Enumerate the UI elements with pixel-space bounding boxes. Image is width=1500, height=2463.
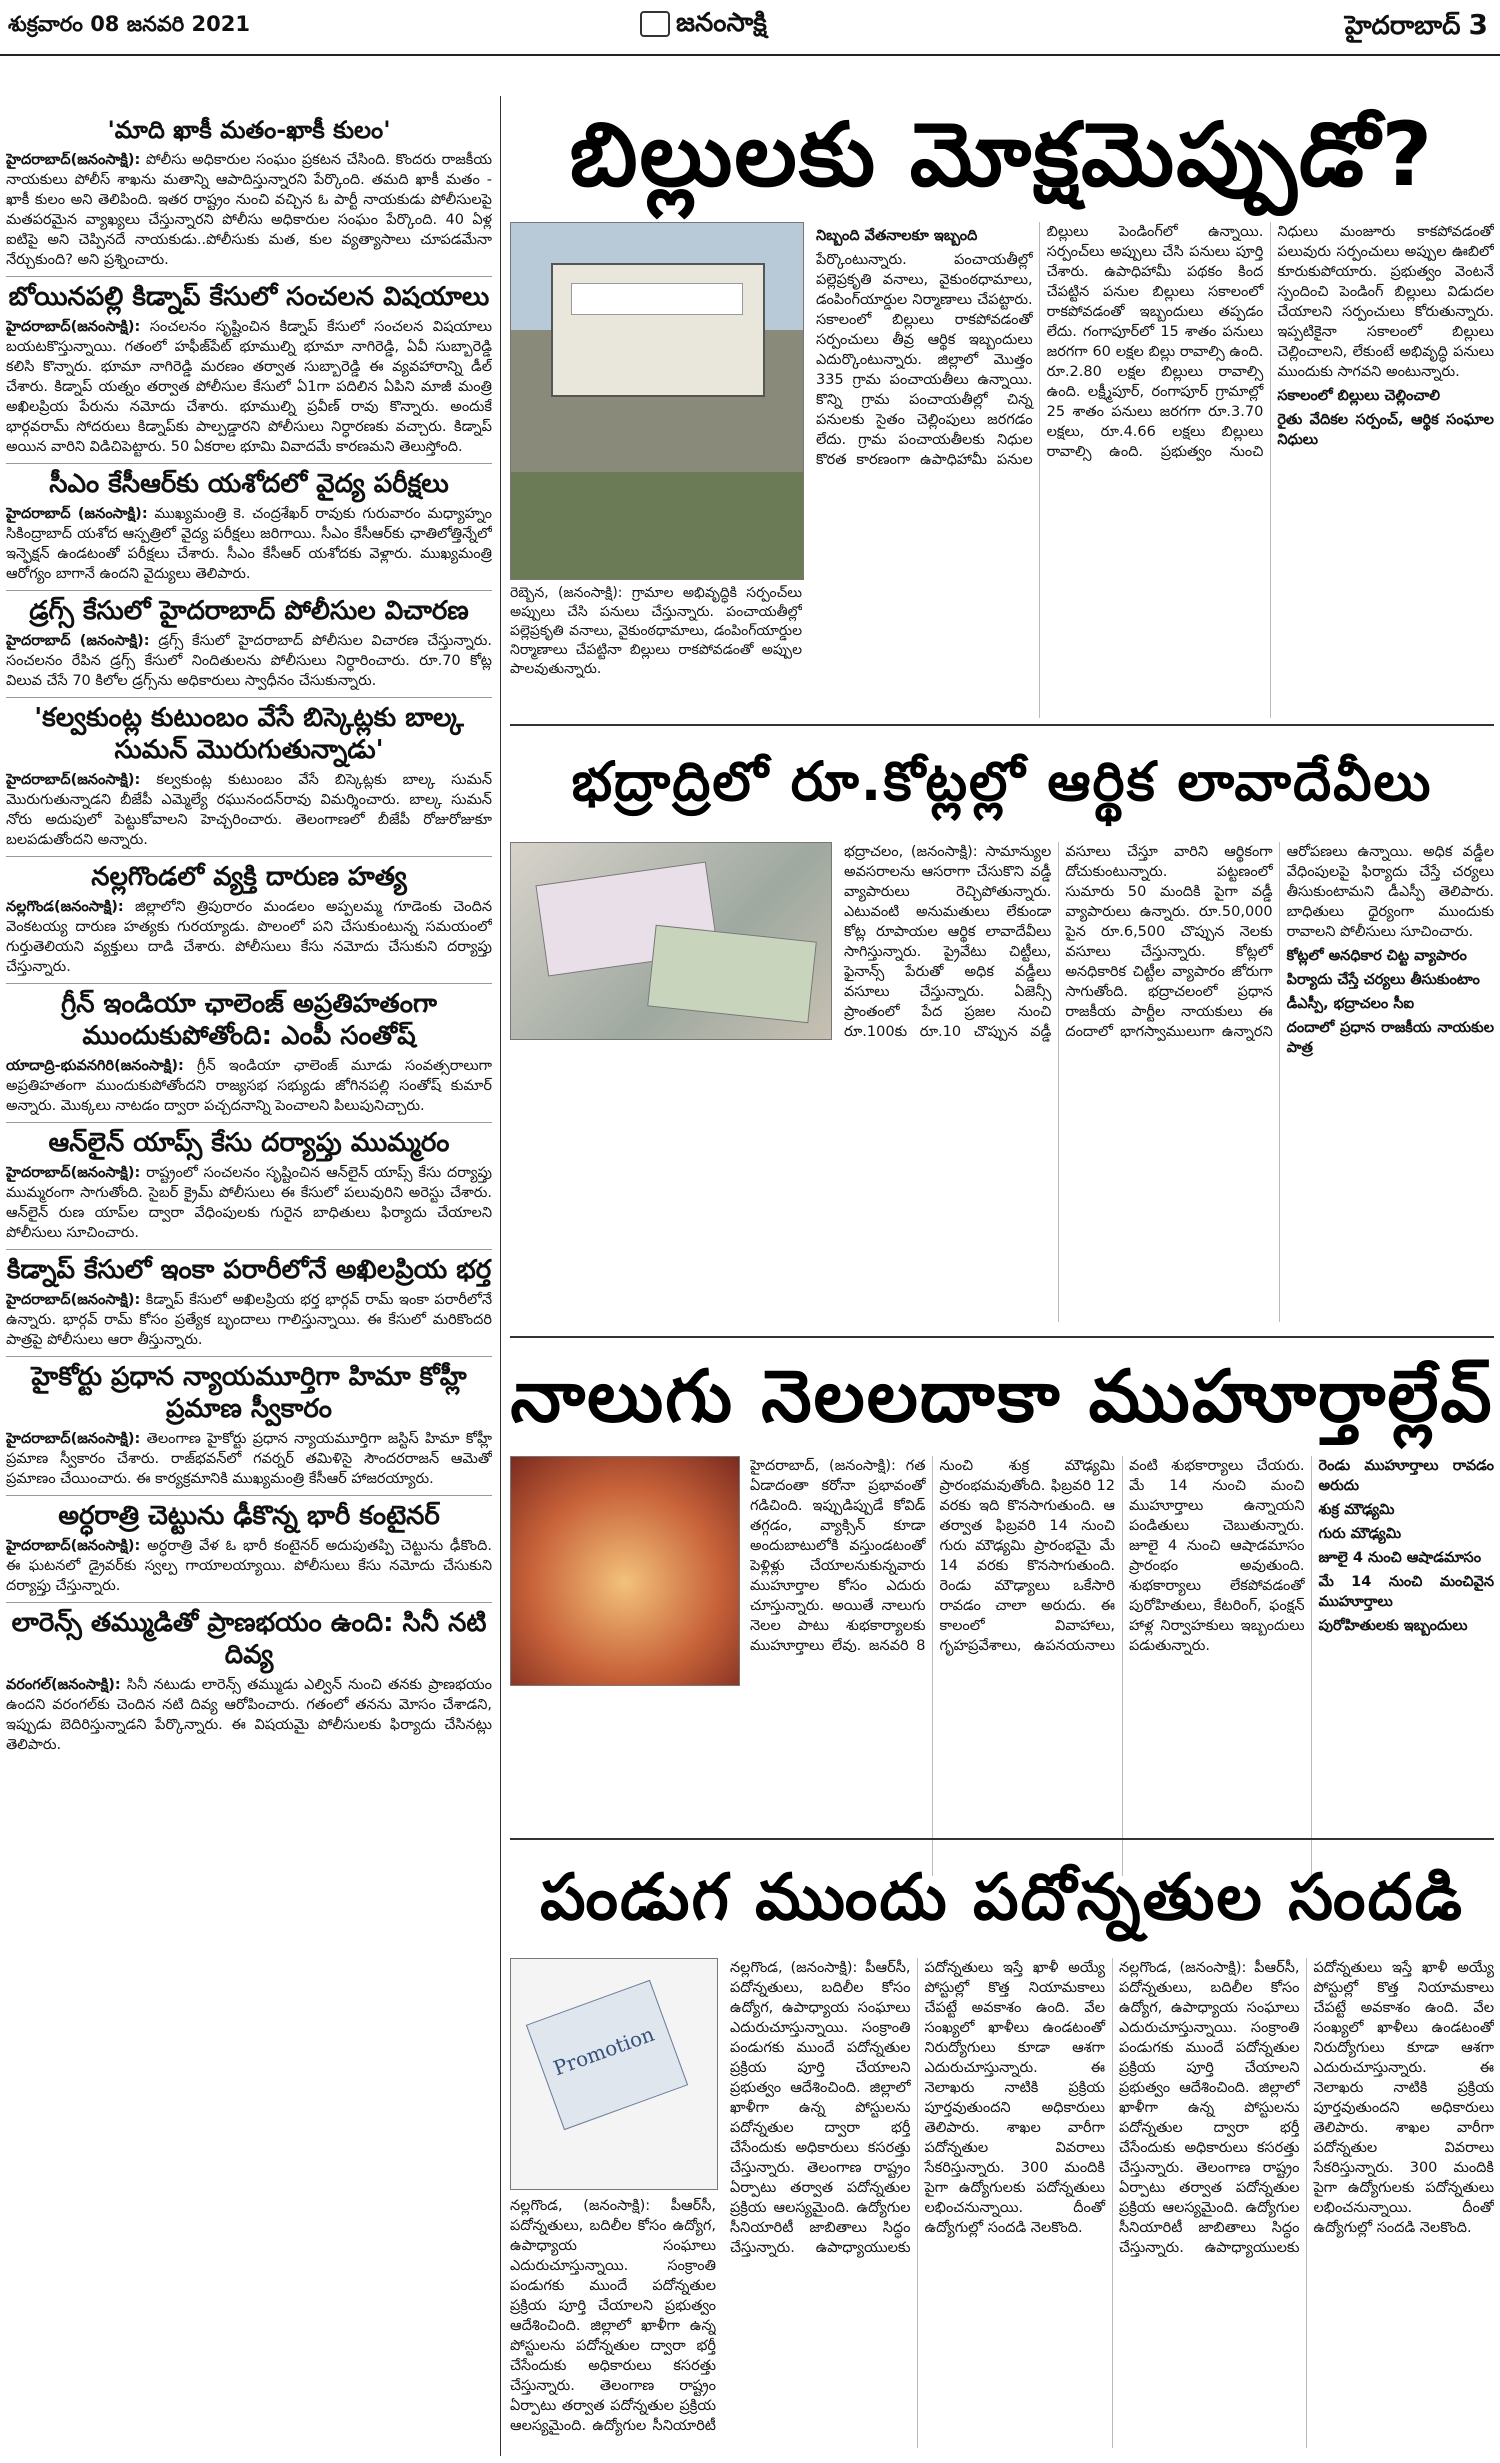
story-body	[510, 2196, 716, 2446]
brief-headline: గ్రీన్‌ ఇండియా ఛాలెంజ్‌ అప్రతిహతంగా ముందుకుపోతోంది: ఎంపీ సంతోష్‌	[6, 983, 492, 1052]
city-name: హైదరాబాద్	[1344, 11, 1461, 41]
story-body-columns	[730, 1958, 1494, 2448]
brief-body: డ్రగ్స్‌ కేసులో హైదరాబాద్‌ పోలీసుల విచారణ చేస్తున్నారు. సంచలనం రేపిన డ్రగ్స్‌ కేసులో నిందితులను పోలీసులు నిర్ధారించారు. రూ.70 కోట్ల విలువ చేసే 70 కిలోల డ్రగ్స్‌ను అధికారులు స్వాధీనం చేసుకున్నారు.	[6, 633, 492, 689]
story-subhead: కోట్లలో అనధికార చిట్ట వ్యాపారం	[1286, 948, 1467, 964]
story-subhead: పురోహితులకు ఇబ్బందులు	[1318, 1618, 1468, 1634]
brief-text	[6, 897, 492, 977]
brief-headline: బోయినపల్లి కిడ్నాప్‌ కేసులో సంచలన విషయాలు	[6, 276, 492, 313]
story-bills	[510, 100, 1494, 720]
brief-headline: 'కల్వకుంట్ల కుటుంబం వేసే బిస్కెట్లకు బాల్క సుమన్‌ మొరుగుతున్నాడు'	[6, 697, 492, 766]
story-subhead: జూలై 4 నుంచి ఆషాడమాసం	[1318, 1550, 1482, 1566]
edition-city	[1345, 8, 1488, 47]
brief-headline: కిడ్నాప్‌ కేసులో ఇంకా పరారీలోనే అఖిలప్రియ భర్త	[6, 1249, 492, 1286]
logo-text: జనంసాక్షి	[676, 8, 767, 38]
story-body	[844, 842, 1494, 1322]
story-headline: బిల్లులకు మోక్షమెప్పుడో?	[569, 103, 1435, 206]
story-subhead: గురు మౌఢ్యమి	[1318, 1526, 1402, 1542]
brief-dateline: యాదాద్రి-భువనగిరి(జనంసాక్షి):	[6, 1058, 184, 1074]
story-muhurtham	[510, 1344, 1494, 1884]
story-bhadradri	[510, 732, 1494, 1332]
brief-text	[6, 1056, 492, 1116]
brief-text	[6, 1290, 492, 1350]
brief-dateline: వరంగల్‌(జనంసాక్షి):	[6, 1677, 121, 1693]
story-subhead: రైతు వేదికల సర్పంచ్‌, ఆర్థిక సంఘాల నిధులు	[1277, 412, 1494, 448]
brief-dateline: హైదరాబాద్‌ (జనంసాక్షి):	[6, 633, 150, 649]
brief-headline: సీఎం కేసీఆర్‌కు యశోదలో వైద్య పరీక్షలు	[6, 463, 492, 500]
brief-body: జిల్లాలోని త్రిపురారం మండలం అప్పలమ్మ గూడెంకు చెందిన వెంకటయ్య దారుణ హత్యకు గురయ్యాడు. పొలంలో పని చేసుకుంటున్న సమయంలో గుర్తుతెలియని వ్యక్తులు దాడి చేశారు. పోలీసులు కేసు నమోదు చేసుకుని దర్యాప్తు చేస్తున్నారు.	[6, 899, 492, 975]
issue-date: శుక్రవారం 08 జనవరి 2021	[8, 12, 250, 36]
story-photo	[510, 222, 804, 580]
brief-headline: ఆన్‌లైన్‌ యాప్స్‌ కేసు దర్యాప్తు ముమ్మరం	[6, 1122, 492, 1159]
story-headline: పండుగ ముందు పదోన్నతుల సందడి	[540, 1861, 1464, 1935]
brief-body: రాష్ట్రంలో సంచలనం సృష్టించిన ఆన్‌లైన్‌ యాప్స్‌ కేసు దర్యాప్తు ముమ్మరంగా సాగుతోంది. సైబర్‌ క్రైమ్‌ పోలీసులు ఈ కేసులో పలువురిని అరెస్టు చేశారు. ఆన్‌లైన్‌ రుణ యాప్‌ల ద్వారా వేధింపులకు గురైన బాధితులు ఫిర్యాదు చేయాలని పోలీసులు సూచించారు.	[6, 1165, 492, 1241]
logo-icon	[640, 11, 670, 37]
brief-headline: లారెన్స్‌ తమ్ముడితో ప్రాణభయం ఉంది: సినీ నటి దివ్య	[6, 1602, 492, 1671]
brief-dateline: నల్లగొండ(జనంసాక్షి):	[6, 899, 124, 915]
story-body	[750, 1456, 1494, 1876]
brief-text	[6, 631, 492, 691]
page-number: 3	[1468, 8, 1488, 41]
brief-dateline: హైదరాబాద్‌(జనంసాక్షి):	[6, 1292, 141, 1308]
story-body-text: నల్లగొండ, (జనంసాక్షి): పీఆర్‌సీ, పదోన్నతులు, బదిలీల కోసం ఉద్యోగ, ఉపాధ్యాయ సంఘాలు ఎదురుచూస్తున్నాయి. సంక్రాంతి పండుగకు ముందే పదోన్నతుల ప్రక్రియ పూర్తి చేయాలని ప్రభుత్వం ఆదేశించింది. జిల్లాలో ఖాళీగా ఉన్న పోస్టులను పదోన్నతుల ద్వారా భర్తీ చేసేందుకు అధికారులు కసరత్తు చేస్తున్నారు. తెలంగాణ రాష్ట్రం ఏర్పాటు తర్వాత పదోన్నతుల ప్రక్రియ ఆలస్యమైంది. ఉద్యోగుల సీనియారిటీ	[510, 2198, 716, 2434]
section-rule	[510, 1336, 1494, 1338]
brief-dateline: హైదరాబాద్‌(జనంసాక్షి):	[6, 1431, 141, 1447]
brief-dateline: హైదరాబాద్‌(జనంసాక్షి):	[6, 152, 141, 168]
promotion-illustration	[510, 1958, 718, 2190]
brief-body: సినీ నటుడు లారెన్స్‌ తమ్ముడు ఎల్విన్‌ నుంచి తనకు ప్రాణభయం ఉందని వరంగల్‌కు చెందిన నటి దివ్య ఆరోపించారు. గతంలో తనను మోసం చేశాడని, ఇప్పుడు బెదిరిస్తున్నాడని పేర్కొన్నారు. ఈ విషయమై పోలీసులకు ఫిర్యాదు చేసినట్లు తెలిపారు.	[6, 1677, 492, 1753]
brief-dateline: హైదరాబాద్‌(జనంసాక్షి):	[6, 772, 141, 788]
brief-body: సంచలనం సృష్టించిన కిడ్నాప్‌ కేసులో సంచలన విషయాలు బయటకొస్తున్నాయి. గతంలో హఫీజ్‌పేట్‌ భూముల్ని భూమా నాగిరెడ్డి, ఏవీ సుబ్బారెడ్డి కలిసి కొన్నారు. భూమా నాగిరెడ్డి మరణం తర్వాత సుబ్బారెడ్డి ఈ వ్యవహారాన్ని డీల్‌ చేశారు. కిడ్నాప్‌ యత్నం తర్వాత పోలీసుల కేసులో ఏ1గా పదిలిన ఏపిని మాజీ మంత్రి అఖిలప్రియ పేరును నమోదు చేశారు. భూముల్ని ప్రవీణ్‌ రావు కొన్నారు. అందుకే భార్గవరామ్‌ సోదరులు కిడ్నాప్‌కు పాల్పడ్డారని పోలీసులు నిర్ధారణకు వచ్చారు. కిడ్నాప్‌ అయిన వారిని విడిచిపెట్టారు. 50 ఏకరాల భూమి వివాదమే కారణమని తెలుస్తోంది.	[6, 319, 492, 455]
brief-body: అర్ధరాత్రి వేళ ఓ భారీ కంటైనర్‌ అదుపుతప్పి చెట్టును ఢీకొంది. ఈ ఘటనలో డ్రైవర్‌కు స్వల్ప గాయాలయ్యాయి. పోలీసులు కేసు నమోదు చేసుకుని దర్యాప్తు చేస్తున్నారు.	[6, 1538, 492, 1594]
brief-text	[6, 504, 492, 584]
brief-text	[6, 150, 492, 270]
brief-headline: నల్లగొండలో వ్యక్తి దారుణ హత్య	[6, 856, 492, 893]
story-body-text: పేర్కొంటున్నారు. పంచాయతీల్లో పల్లెప్రకృతి వనాలు, వైకుంఠధామాలు, డంపింగ్‌యార్డుల నిర్మాణాలు చేపట్టారు. సకాలంలో బిల్లులు రాకపోవడంతో సర్పంచులు తీవ్ర ఆర్థిక ఇబ్బందులు ఎదుర్కొంటున్నారు. జిల్లాలో మొత్తం 335 గ్రామ పంచాయతీలు ఉన్నాయి. కొన్ని గ్రామ పంచాయతీల్లో చిన్న పనులకు సైతం చెల్లింపులు జరగడం లేదు. గ్రామ పంచాయతీలకు నిధుల కొరత కారణంగా ఉపాధిహామీ పనుల బిల్లులు పెండింగ్‌లో ఉన్నాయి. సర్పంచ్‌లు అప్పులు చేసి పనులు పూర్తి చేశారు. ఉపాధిహామీ పథకం కింద చేపట్టిన పనుల బిల్లులు సకాలంలో రాకపోవడంతో ఇబ్బందులు తప్పడం లేదు. గంగాపూర్‌లో 15 శాతం పనులు జరగగా 60 లక్షల బిల్లు రావాల్సి ఉంది. రూ.2.80 లక్షల బిల్లులు రావాల్సి ఉంది. లక్ష్మీపూర్‌, రంగాపూర్‌ గ్రామాల్లో 25 శాతం పనులు జరగగా రూ.3.70 లక్షలు, రూ.4.66 లక్షలు బిల్లులు రావాల్సి ఉంది. ప్రభుత్వం నుంచి నిధులు మంజూరు కాకపోవడంతో పలువురు సర్పంచులు అప్పుల ఊబిలో కూరుకుపోయారు. ప్రభుత్వం వెంటనే స్పందించి పెండింగ్‌ బిల్లులు విడుదల చేయాలని సర్పంచులు కోరుతున్నారు. ఇప్పటికైనా సకాలంలో బిల్లులు చెల్లించాలని, లేకుంటే అభివృద్ధి పనులు ముందుకు సాగవని అంటున్నారు.	[816, 224, 1494, 468]
section-rule	[510, 1838, 1494, 1840]
story-body-text: నల్లగొండ, (జనంసాక్షి): పీఆర్‌సీ, పదోన్నతులు, బదిలీల కోసం ఉద్యోగ, ఉపాధ్యాయ సంఘాలు ఎదురుచూస్తున్నాయి. సంక్రాంతి పండుగకు ముందే పదోన్నతుల ప్రక్రియ పూర్తి చేయాలని ప్రభుత్వం ఆదేశించింది. జిల్లాలో ఖాళీగా ఉన్న పోస్టులను పదోన్నతుల ద్వారా భర్తీ చేసేందుకు అధికారులు కసరత్తు చేస్తున్నారు. తెలంగాణ రాష్ట్రం ఏర్పాటు తర్వాత పదోన్నతుల ప్రక్రియ ఆలస్యమైంది. ఉద్యోగుల సీనియారిటీ జాబితాలు సిద్ధం చేస్తున్నారు. ఉపాధ్యాయులకు పదోన్నతులు ఇస్తే ఖాళీ అయ్యే పోస్టుల్లో కొత్త నియామకాలు చేపట్టే అవకాశం ఉంది. వేల సంఖ్యలో ఖాళీలు ఉండటంతో నిరుద్యోగులు కూడా ఆశగా ఎదురుచూస్తున్నారు. ఈ నెలాఖరు నాటికి ప్రక్రియ పూర్తవుతుందని అధికారులు తెలిపారు. శాఖల వారీగా పదోన్నతుల వివరాలు సేకరిస్తున్నారు. 300 మందికి పైగా ఉద్యోగులకు పదోన్నతులు లభించనున్నాయి. దీంతో ఉద్యోగుల్లో సందడి నెలకొంది.	[730, 1960, 1105, 2256]
newspaper-logo	[640, 8, 767, 44]
brief-body: తెలంగాణ హైకోర్టు ప్రధాన న్యాయమూర్తిగా జస్టిస్‌ హిమా కోహ్లీ ప్రమాణ స్వీకారం చేశారు. రాజ్‌భవన్‌లో గవర్నర్‌ తమిళిసై సౌందరరాజన్‌ ఆమెతో ప్రమాణం చేయించారు. ఈ కార్యక్రమానికి ముఖ్యమంత్రి కేసీఆర్‌ హాజరయ్యారు.	[6, 1431, 492, 1487]
story-subhead: దందాలో ప్రధాన రాజకీయ నాయకుల పాత్ర	[1286, 1020, 1494, 1056]
brief-dateline: హైదరాబాద్‌(జనంసాక్షి):	[6, 1538, 141, 1554]
section-rule	[510, 724, 1494, 726]
brief-text	[6, 317, 492, 457]
story-body-text: నల్లగొండ, (జనంసాక్షి): పీఆర్‌సీ, పదోన్నతులు, బదిలీల కోసం ఉద్యోగ, ఉపాధ్యాయ సంఘాలు ఎదురుచూస్తున్నాయి. సంక్రాంతి పండుగకు ముందే పదోన్నతుల ప్రక్రియ పూర్తి చేయాలని ప్రభుత్వం ఆదేశించింది. జిల్లాలో ఖాళీగా ఉన్న పోస్టులను పదోన్నతుల ద్వారా భర్తీ చేసేందుకు అధికారులు కసరత్తు చేస్తున్నారు. తెలంగాణ రాష్ట్రం ఏర్పాటు తర్వాత పదోన్నతుల ప్రక్రియ ఆలస్యమైంది. ఉద్యోగుల సీనియారిటీ జాబితాలు సిద్ధం చేస్తున్నారు. ఉపాధ్యాయులకు పదోన్నతులు ఇస్తే ఖాళీ అయ్యే పోస్టుల్లో కొత్త నియామకాలు చేపట్టే అవకాశం ఉంది. వేల సంఖ్యలో ఖాళీలు ఉండటంతో నిరుద్యోగులు కూడా ఆశగా ఎదురుచూస్తున్నారు. ఈ నెలాఖరు నాటికి ప్రక్రియ పూర్తవుతుందని అధికారులు తెలిపారు. శాఖల వారీగా పదోన్నతుల వివరాలు సేకరిస్తున్నారు. 300 మందికి పైగా ఉద్యోగులకు పదోన్నతులు లభించనున్నాయి. దీంతో ఉద్యోగుల్లో సందడి నెలకొంది.	[1119, 1960, 1494, 2256]
story-subhead: నిబ్బంది వేతనాలకూ ఇబ్బంది	[816, 228, 978, 244]
story-subhead: మే 14 నుంచి మంచివైన ముహూర్తాలు	[1318, 1574, 1494, 1610]
story-subhead: సకాలంలో బిల్లులు చెల్లించాలి	[1277, 388, 1440, 404]
brief-headline: హైకోర్టు ప్రధాన న్యాయమూర్తిగా హిమా కోహ్లీ ప్రమాణ స్వీకారం	[6, 1356, 492, 1425]
brief-body: పోలీసు అధికారుల సంఘం ప్రకటన చేసింది. కొందరు రాజకీయ నాయకులు పోలీస్ శాఖను మతాన్ని ఆపాదిస్తున్నారని పేర్కొంది. తమది ఖాకీ మతం - ఖాకీ కులం అని తెలిపింది. ఇతర రాష్ట్రం నుంచి వచ్చిన ఓ పార్టీ నాయకుడు పోలీసులపై మతపరమైన వ్యాఖ్యలు చేస్తున్నారని పోలీసు అధికారుల సంఘం పేర్కొంది. 40 ఏళ్ల ఐటిపై అని చెప్పినదే నాయకుడు..పోలీసుకు మత, కుల వ్యత్యాసాలు చూపడమేనా నేర్చుకుంది? అని ప్రశ్నించారు.	[6, 152, 492, 268]
promotion-label: Promotion	[550, 2021, 658, 2081]
brief-text	[6, 1429, 492, 1489]
masthead	[0, 0, 1500, 56]
photo-caption: రెబ్బెన, (జనంసాక్షి): గ్రామాల అభివృద్ధికి సర్పంచ్‌లు అప్పులు చేసి పనులు చేస్తున్నారు. పంచాయతీల్లో పల్లెప్రకృతి వనాలు, వైకుంఠధామాలు, డంపింగ్‌యార్డుల నిర్మాణాలు చేపట్టినా బిల్లులు రాకపోవడంతో అప్పుల పాలవుతున్నారు.	[510, 585, 802, 677]
brief-body: గ్రీన్‌ ఇండియా ఛాలెంజ్‌ మూడు సంవత్సరాలుగా అప్రతిహతంగా ముందుకుపోతోందని రాజ్యసభ సభ్యుడు జోగినపల్లి సంతోష్‌ కుమార్‌ అన్నారు. మొక్కలు నాటడం ద్వారా పచ్చదనాన్ని పెంచాలని పిలుపునిచ్చారు.	[6, 1058, 492, 1114]
brief-dateline: హైదరాబాద్‌ (జనంసాక్షి):	[6, 506, 148, 522]
story-subhead: శుక్ర మౌఢ్యమి	[1318, 1502, 1395, 1518]
story-headline: భద్రాద్రిలో రూ.కోట్లల్లో ఆర్థిక లావాదేవీలు	[571, 750, 1433, 813]
brief-body: కల్వకుంట్ల కుటుంబం వేసే బిస్కెట్లకు బాల్క సుమన్‌ మొరుగుతున్నాడని బీజేపీ ఎమ్మెల్యే రఘునందన్‌రావు విమర్శించారు. బాల్క సుమన్‌ నోరు అదుపులో పెట్టుకోవాలని హెచ్చరించారు. తెలంగాణలో బీజేపీ రోజురోజుకూ బలపడుతోందని అన్నారు.	[6, 772, 492, 848]
brief-dateline: హైదరాబాద్‌(జనంసాక్షి):	[6, 319, 141, 335]
brief-headline: డ్రగ్స్‌ కేసులో హైదరాబాద్‌ పోలీసుల విచారణ	[6, 590, 492, 627]
story-headline: నాలుగు నెలలదాకా ముహూర్తాల్లేవ్‌	[510, 1354, 1494, 1438]
story-promotions	[510, 1846, 1494, 2456]
brief-body: ముఖ్యమంత్రి కె. చంద్రశేఖర్‌ రావుకు గురువారం మధ్యాహ్నం సికింద్రాబాద్‌ యశోద ఆస్పత్రిలో వైద్య పరీక్షలు జరిగాయి. సీఎం కేసీఆర్‌కు ఛాతిలోత్తిన్నేలో ఇన్ఫెక్షన్‌ ఉండటంతో పరీక్షలు చేశారు. సీఎం కేసీఆర్‌ యశోదకు వెళ్లారు. ముఖ్యమంత్రి ఆరోగ్యం బాగానే ఉందని వైద్యులు తెలిపారు.	[6, 506, 492, 582]
brief-headline: అర్ధరాత్రి చెట్టును ఢీకొన్న భారీ కంటైనర్‌	[6, 1495, 492, 1532]
currency-photo	[510, 842, 832, 1040]
story-body	[816, 222, 1494, 718]
brief-text	[6, 1536, 492, 1596]
column-divider	[500, 96, 501, 2456]
story-subhead: పిర్యాదు చేస్తే చర్యలు తీసుకుంటాం	[1286, 972, 1480, 988]
story-subhead: రెండు ముహూర్తాలు రావడం అరుదు	[1318, 1458, 1494, 1494]
brief-body: కిడ్నాప్‌ కేసులో అఖిలప్రియ భర్త భార్గవ్‌ రామ్‌ ఇంకా పరారీలోనే ఉన్నారు. భార్గవ్‌ రామ్‌ కోసం ప్రత్యేక బృందాలు గాలిస్తున్నాయి. ఈ కేసులో మరికొందరి పాత్రపై పోలీసులు ఆరా తీస్తున్నారు.	[6, 1292, 492, 1348]
story-subhead: డీఎస్పీ, భద్రాచలం సీఐ	[1286, 996, 1415, 1012]
brief-text	[6, 1675, 492, 1755]
brief-headline: 'మాది ఖాకీ మతం-ఖాకీ కులం'	[107, 116, 391, 144]
brief-text	[6, 1163, 492, 1243]
brief-dateline: హైదరాబాద్‌(జనంసాక్షి):	[6, 1165, 141, 1181]
story-body-text: హైదరాబాద్‌, (జనంసాక్షి): గత ఏడాదంతా కరోనా ప్రభావంతో గడిచింది. ఇప్పుడిప్పుడే కోవిడ్‌ తగ్గడం, వ్యాక్సిన్‌ కూడా అందుబాటులోకి వస్తుండటంతో పెళ్లిళ్లు చేయాలనుకున్నవారు ముహూర్తాల కోసం ఎదురు చూస్తున్నారు. అయితే నాలుగు నెలల పాటు శుభకార్యాలకు ముహూర్తాలు లేవు. జనవరి 8 నుంచి శుక్ర మౌఢ్యమి ప్రారంభమవుతోంది. ఫిబ్రవరి 12 వరకు ఇది కొనసాగుతుంది. ఆ తర్వాత ఫిబ్రవరి 14 నుంచి గురు మౌఢ్యమి ప్రారంభమై మే 14 వరకు కొనసాగుతుంది. రెండు మౌఢ్యాలు ఒకేసారి రావడం చాలా అరుదు. ఈ కాలంలో వివాహాలు, గృహప్రవేశాలు, ఉపనయనాలు వంటి శుభకార్యాలు చేయరు. మే 14 నుంచి మంచి ముహూర్తాలు ఉన్నాయని పండితులు చెబుతున్నారు. జూలై 4 నుంచి ఆషాడమాసం ప్రారంభం అవుతుంది. శుభకార్యాలు లేకపోవడంతో పురోహితులు, కేటరింగ్‌, ఫంక్షన్‌ హాళ్ల నిర్వాహకులు ఇబ్బందులు పడుతున్నారు.	[750, 1458, 1305, 1654]
left-news-column	[6, 104, 492, 2454]
wedding-photo	[510, 1456, 740, 1686]
story-body-text: భద్రాచలం, (జనంసాక్షి): సామాన్యుల అవసరాలను ఆసరాగా చేసుకొని వడ్డీ వ్యాపారులు రెచ్చిపోతున్నారు. ఎటువంటి అనుమతులు లేకుండా కోట్ల రూపాయల ఆర్థిక లావాదేవీలు సాగిస్తున్నారు. ప్రైవేటు చిట్టీలు, ఫైనాన్స్‌ పేరుతో అధిక వడ్డీలు వసూలు చేస్తున్నారు. ఏజెన్సీ ప్రాంతంలో పేద ప్రజల నుంచి రూ.100కు రూ.10 చొప్పున వడ్డీ వసూలు చేస్తూ వారిని ఆర్థికంగా దోచుకుంటున్నారు. పట్టణంలో సుమారు 50 మందికి పైగా వడ్డీ వ్యాపారులు ఉన్నారు. రూ.50,000 పైన రూ.6,500 చొప్పున నెలకు వసూలు చేస్తున్నారు. కోట్లలో అనధికారిక చిట్టీల వ్యాపారం జోరుగా సాగుతోంది. భద్రాచలంలో ప్రధాన రాజకీయ పార్టీల నాయకులు ఈ దందాలో భాగస్వాములుగా ఉన్నారని ఆరోపణలు ఉన్నాయి. అధిక వడ్డీల వేధింపులపై ఫిర్యాదు చేస్తే చర్యలు తీసుకుంటామని డీఎస్పీ తెలిపారు. బాధితులు ధైర్యంగా ముందుకు రావాలని పోలీసులు సూచించారు.	[844, 844, 1494, 1040]
brief-text	[6, 770, 492, 850]
